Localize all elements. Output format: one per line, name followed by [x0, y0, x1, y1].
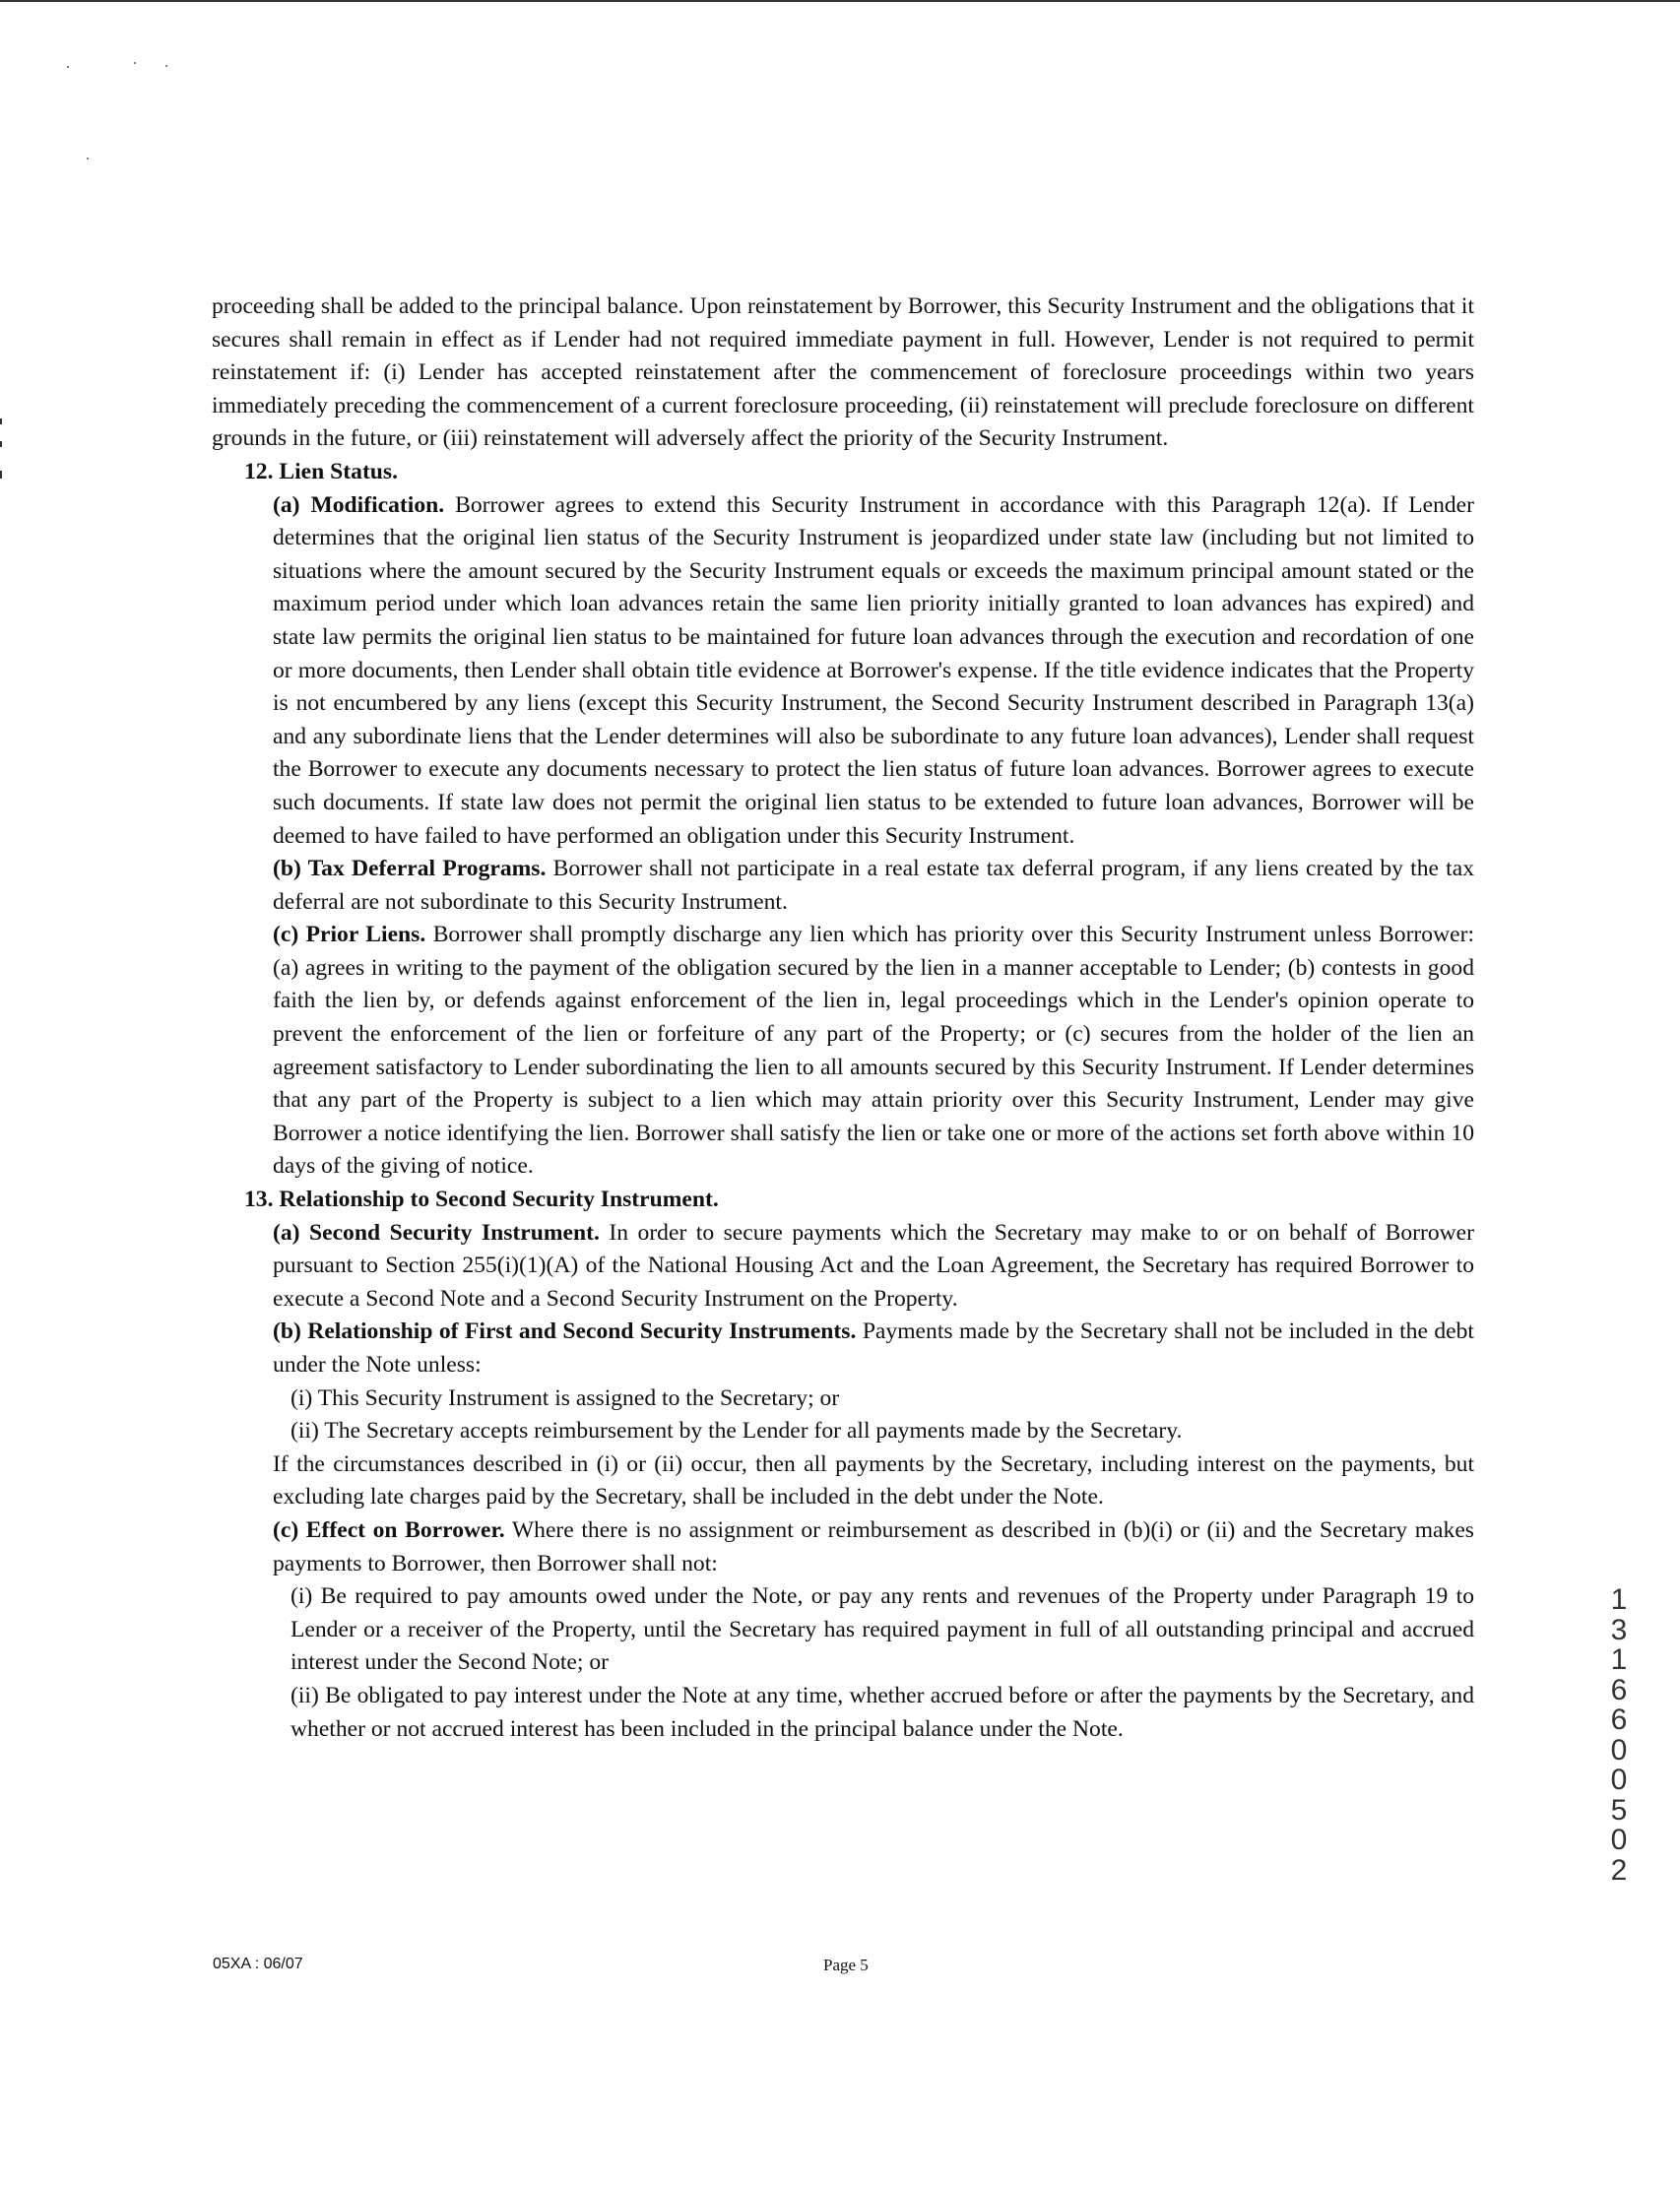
scan-top-border — [0, 0, 1680, 2]
stamp-digit: 2 — [1610, 1853, 1628, 1887]
stamp-digit: 0 — [1610, 1824, 1628, 1856]
clause-text: Borrower shall not participate in a real estate tax deferral program, if any liens created by the tax deferral are not subordinate to this Security Instrument. — [273, 856, 1474, 915]
scan-speck — [67, 66, 69, 68]
stamp-digit: 1 — [1610, 1643, 1628, 1676]
clause-13b-item-i: (i) This Security Instrument is assigned to the Secretary; or — [291, 1384, 840, 1411]
clause-13b-item-ii: (ii) The Secretary accepts reimbursement by the Lender for all payments made by the Secretary. — [291, 1418, 1183, 1445]
clause-title: (a) Second Security Instrument. — [273, 1219, 600, 1246]
stamp-digit: 6 — [1610, 1704, 1628, 1736]
clause-text: Where there is no assignment or reimbursement as described in (b)(i) or (ii) and the Secretary makes payments to Borrower, then Borrower shall not: — [273, 1516, 1474, 1576]
stamp-digit: 1 — [1610, 1583, 1628, 1616]
document-body — [212, 290, 1474, 1746]
stamp-digit: 5 — [1610, 1793, 1628, 1827]
clause-title: (b) Relationship of First and Second Security Instruments. — [273, 1318, 857, 1345]
scan-speck — [87, 158, 89, 160]
clause-13c-item-i: (i) Be required to pay amounts owed under the Note, or pay any rents and revenues of the Property under Paragraph 19 to Lender or a receiver of the Property, until the Secretary has required payment in full of all outstanding principal and accrued interest under the Second Note; or — [291, 1583, 1474, 1676]
clause-12c — [212, 919, 1474, 1184]
stamp-digit: 0 — [1610, 1764, 1628, 1796]
section-heading: 13. Relationship to Second Security Instrument. — [244, 1187, 719, 1213]
clause-12b — [212, 853, 1474, 919]
clause-13b-followup: If the circumstances described in (i) or (ii) occur, then all payments by the Secretary, including interest on the payments, but excluding late charges paid by the Secretary, shall be included in the debt under the Note. — [273, 1450, 1474, 1511]
clause-title: (c) Prior Liens. — [273, 922, 426, 948]
scan-margin-mark — [0, 471, 2, 479]
clause-12a — [212, 489, 1474, 854]
clause-title: (b) Tax Deferral Programs. — [273, 856, 547, 882]
page-number: Page 5 — [823, 1956, 869, 1974]
scan-margin-mark — [0, 418, 2, 424]
clause-title: (a) Modification. — [273, 491, 445, 518]
clause-text: Borrower shall promptly discharge any lien which has priority over this Security Instrument unless Borrower: (a) agrees in writing to the payment of the obligation secured by the lien in a manner acceptable to Lender; (b) contests in good faith the lien by, or defends against enforcement of the lien in, legal proceedings which in the Lender's opinion operate to prevent the enforcement of the lien or forfeiture of any part of the Property; or (c) secures from the holder of the lien an agreement satisfactory to Lender subordinating the lien to all amounts secured by this Security Instrument. If Lender determines that any part of the Property is subject to a lien which may attain priority over this Security Instrument, Lender may give Borrower a notice identifying the lien. Borrower shall satisfy the lien or take one or more of the actions set forth above within 10 days of the giving of notice. — [273, 922, 1475, 1180]
clause-text: In order to secure payments which the Secretary may make to or on behalf of Borrower pursuant to Section 255(i)(1)(A) of the National Housing Act and the Loan Agreement, the Secretary has required Borrower to execute a Second Note and a Second Security Instrument on the Property. — [273, 1219, 1475, 1312]
stamp-digit: 0 — [1610, 1733, 1628, 1767]
clause-13a — [212, 1217, 1474, 1317]
stamp-digit: 6 — [1610, 1673, 1628, 1706]
form-code: 05XA : 06/07 — [213, 1956, 303, 1972]
scan-margin-mark — [0, 441, 2, 447]
clause-title: (c) Effect on Borrower. — [273, 1516, 505, 1543]
scan-speck — [165, 65, 167, 67]
clause-13c-item-ii: (ii) Be obligated to pay interest under the Note at any time, whether accrued before or after the payments by the Secretary, and whether or not accrued interest has been included in the principal balance under the Note. — [291, 1682, 1474, 1742]
clause-13c — [212, 1514, 1474, 1580]
continuation-paragraph: proceeding shall be added to the principal balance. Upon reinstatement by Borrower, this Security Instrument and the obligations that it secures shall remain in effect as if Lender had not required immediate payment in full. However, Lender is not required to permit reinstatement if: (i) Lender has accepted reinstatement after the commencement of foreclosure proceedings within two years immediately preceding the commencement of a current foreclosure proceeding, (ii) reinstatement will preclude foreclosure on different grounds in the future, or (iii) reinstatement will adversely affect the priority of the Security Instrument. — [212, 293, 1474, 452]
clause-text: Payments made by the Secretary shall not be included in the debt under the Note unless: — [273, 1318, 1474, 1378]
scan-speck — [134, 62, 136, 64]
section-heading: 12. Lien Status. — [244, 458, 399, 484]
stamp-digit: 3 — [1610, 1613, 1628, 1646]
clause-text: Borrower agrees to extend this Security Instrument in accordance with this Paragraph 12(a). If Lender determines that the original lien status of the Security Instrument is jeopardized under state law (including but not limited to situations where the amount secured by the Security Instrument equals or exceeds the maximum principal amount stated or the maximum period under which loan advances retain the same lien priority initially granted to loan advances has expired) and state law permits the original lien status to be maintained for future loan advances through the execution and recordation of one or more documents, then Lender shall obtain title evidence at Borrower's expense. If the title evidence indicates that the Property is not encumbered by any liens (except this Security Instrument, the Second Security Instrument described in Paragraph 13(a) and any subordinate liens that the Lender determines will also be subordinate to any future loan advances), Lender shall request the Borrower to execute any documents necessary to protect the lien status of future loan advances. Borrower agrees to execute such documents. If state law does not permit the original lien status to be extended to future loan advances, Borrower will be deemed to have failed to have performed an obligation under this Security Instrument. — [273, 491, 1475, 849]
clause-13b — [212, 1316, 1474, 1382]
recording-stamp-number — [1599, 1585, 1639, 1886]
